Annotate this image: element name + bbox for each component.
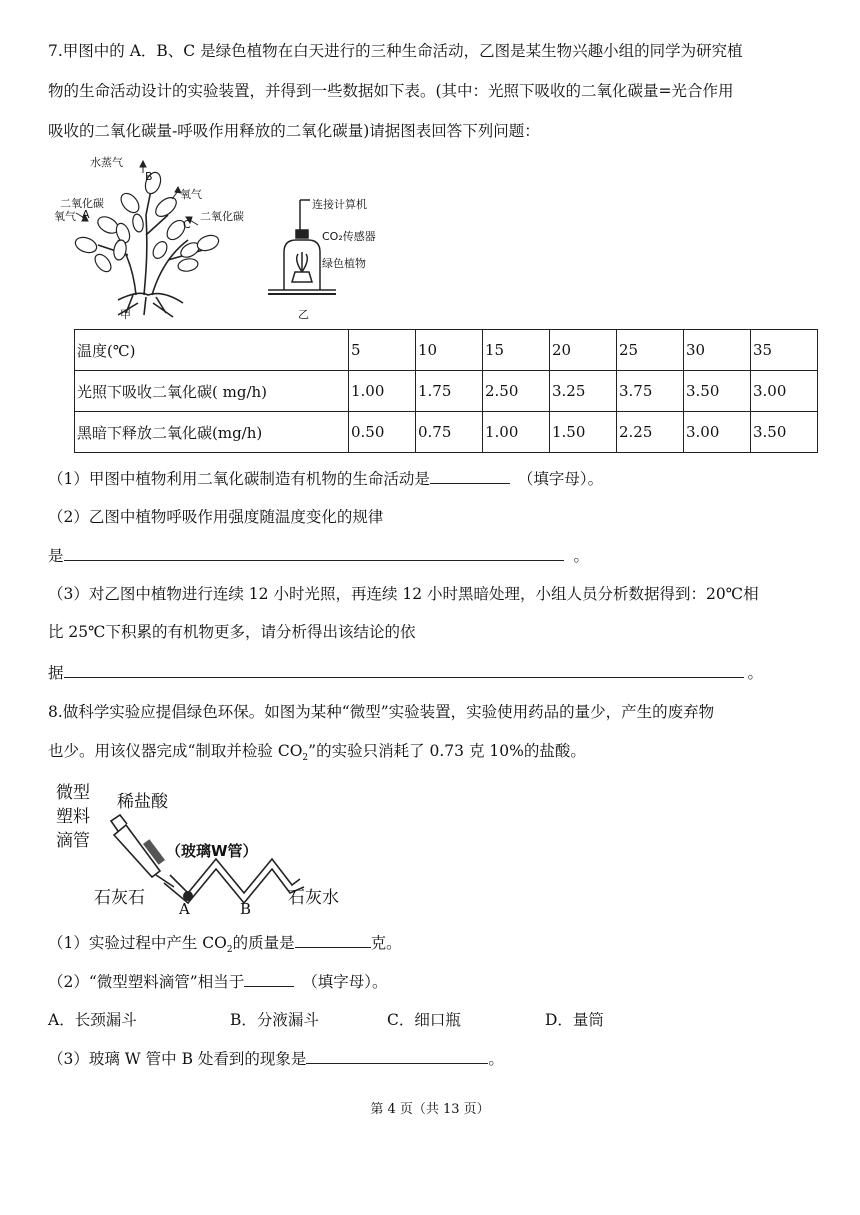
q7-sub3-prefix: 据 (48, 664, 64, 682)
label-dropper-1: 微型 (56, 783, 90, 803)
q8-sub2-text: （2）“微型塑料滴管”相当于 (48, 973, 245, 991)
table-cell: 光照下吸收二氧化碳( mg/h) (75, 371, 349, 412)
label-w-tube: （玻璃W管） (166, 842, 258, 860)
q8-sub2 (48, 970, 816, 993)
table-cell: 35 (751, 330, 818, 371)
q8-sub1-text-c: 克。 (370, 934, 402, 952)
q7-stem-line1: 7.甲图中的 A．B、C 是绿色植物在白天进行的三种生命活动，乙图是某生物兴趣小组的同学为研究植 (48, 42, 743, 60)
table-cell: 30 (684, 330, 751, 371)
table-cell: 1.00 (349, 371, 416, 412)
q7-sub2-end: 。 (573, 547, 590, 565)
table-row (75, 412, 818, 453)
label-limewater: 石灰水 (288, 888, 339, 908)
label-dropper-3: 滴管 (56, 831, 90, 851)
table-row (75, 371, 818, 412)
label-a: A (82, 208, 90, 221)
q7-sub2-a: （2）乙图中植物呼吸作用强度随温度变化的规律 (48, 508, 384, 526)
label-dilute-hcl: 稀盐酸 (117, 792, 168, 812)
label-co2-right: 二氧化碳 (200, 210, 244, 223)
q7-stem-line2: 物的生命活动设计的实验装置，并得到一些数据如下表。(其中：光照下吸收的二氧化碳量=光合作用 (48, 82, 734, 100)
answer-blank[interactable] (244, 970, 294, 987)
table-cell: 2.25 (617, 412, 684, 453)
q8-sub3-text: （3）玻璃 W 管中 B 处看到的现象是 (48, 1050, 307, 1068)
table-cell: 3.50 (751, 412, 818, 453)
table-cell: 3.50 (684, 371, 751, 412)
table-cell: 5 (349, 330, 416, 371)
answer-blank[interactable] (295, 931, 371, 948)
table-cell: 1.00 (483, 412, 550, 453)
table-cell: 0.75 (416, 412, 483, 453)
label-point-a: A (179, 900, 190, 918)
option-a: A．长颈漏斗 (48, 1011, 137, 1029)
q7-sub1-text: （1）甲图中植物利用二氧化碳制造有机物的生命活动是 (48, 470, 430, 488)
option-b: B．分液漏斗 (230, 1011, 319, 1029)
q7-sub1-hint: （填字母）。 (517, 470, 604, 488)
q8-sub1 (48, 931, 816, 961)
table-cell: 黑暗下释放二氧化碳(mg/h) (75, 412, 349, 453)
answer-blank[interactable] (64, 661, 744, 678)
table-cell: 3.25 (550, 371, 617, 412)
q8-stem-text-b: ”的实验只消耗了 0.73 克 10%的盐酸。 (308, 742, 586, 760)
table-cell: 10 (416, 330, 483, 371)
table-cell: 1.50 (550, 412, 617, 453)
label-co2-sensor: CO₂传感器 (322, 230, 376, 243)
table-cell: 温度(℃) (75, 330, 349, 371)
option-c: C．细口瓶 (387, 1011, 461, 1029)
answer-blank[interactable] (306, 1047, 488, 1064)
q8-stem-line2 (48, 740, 816, 769)
q7-sub2-prefix: 是 (48, 547, 64, 565)
label-point-b: B (240, 900, 252, 918)
table-row (75, 330, 818, 371)
caption-yi: 乙 (298, 308, 309, 321)
label-water-vapor: 水蒸气 (90, 156, 123, 169)
subscript: 2 (226, 945, 233, 956)
q7-sub1 (48, 467, 816, 490)
label-green-plant: 绿色植物 (322, 257, 366, 270)
q7-sub2-b (48, 544, 816, 567)
label-limestone: 石灰石 (94, 888, 145, 908)
q8-sub3 (48, 1047, 816, 1070)
q7-sub3-a: （3）对乙图中植物进行连续 12 小时光照，再连续 12 小时黑暗处理，小组人员分析数据得到：20℃相 (48, 585, 759, 603)
q7-stem-line3: 吸收的二氧化碳量-呼吸作用释放的二氧化碳量)请据图表回答下列问题： (48, 122, 540, 140)
table-cell: 3.75 (617, 371, 684, 412)
label-oxygen-left: 氧气 (54, 210, 76, 223)
co2-data-table (74, 329, 818, 453)
q7-sub3-end: 。 (747, 664, 764, 682)
label-dropper-2: 塑料 (56, 807, 90, 827)
label-b: B (145, 170, 153, 183)
q8-sub1-text-b: 的质量是 (232, 934, 295, 952)
answer-blank[interactable] (64, 544, 564, 561)
subscript: 2 (302, 753, 309, 764)
table-cell: 15 (483, 330, 550, 371)
label-c: C (183, 218, 191, 231)
answer-blank[interactable] (430, 467, 510, 484)
q8-sub3-end: 。 (488, 1050, 504, 1068)
table-cell: 25 (617, 330, 684, 371)
caption-jia: 甲 (120, 308, 131, 321)
table-cell: 2.50 (483, 371, 550, 412)
q8-sub1-text-a: （1）实验过程中产生 CO (48, 934, 227, 952)
label-co2-left: 二氧化碳 (60, 197, 104, 210)
q8-stem-line1: 8.做科学实验应提倡绿色环保。如图为某种“微型”实验装置，实验使用药品的量少，产生的废弃物 (48, 703, 715, 721)
q7-sub3-c (48, 661, 816, 684)
page-footer: 第 4 页（共 13 页） (370, 1102, 490, 1117)
table-cell: 3.00 (684, 412, 751, 453)
label-computer: 连接计算机 (312, 198, 367, 211)
q7-sub3-b: 比 25℃下积累的有机物更多，请分析得出该结论的依 (48, 623, 416, 641)
table-cell: 1.75 (416, 371, 483, 412)
table-cell: 0.50 (349, 412, 416, 453)
q8-sub2-hint: （填字母）。 (302, 973, 388, 991)
q8-stem-text-a: 也少。用该仪器完成“制取并检验 CO (48, 742, 303, 760)
table-cell: 3.00 (751, 371, 818, 412)
option-d: D．量筒 (545, 1011, 604, 1029)
label-oxygen-top: 氧气 (180, 188, 202, 201)
table-cell: 20 (550, 330, 617, 371)
